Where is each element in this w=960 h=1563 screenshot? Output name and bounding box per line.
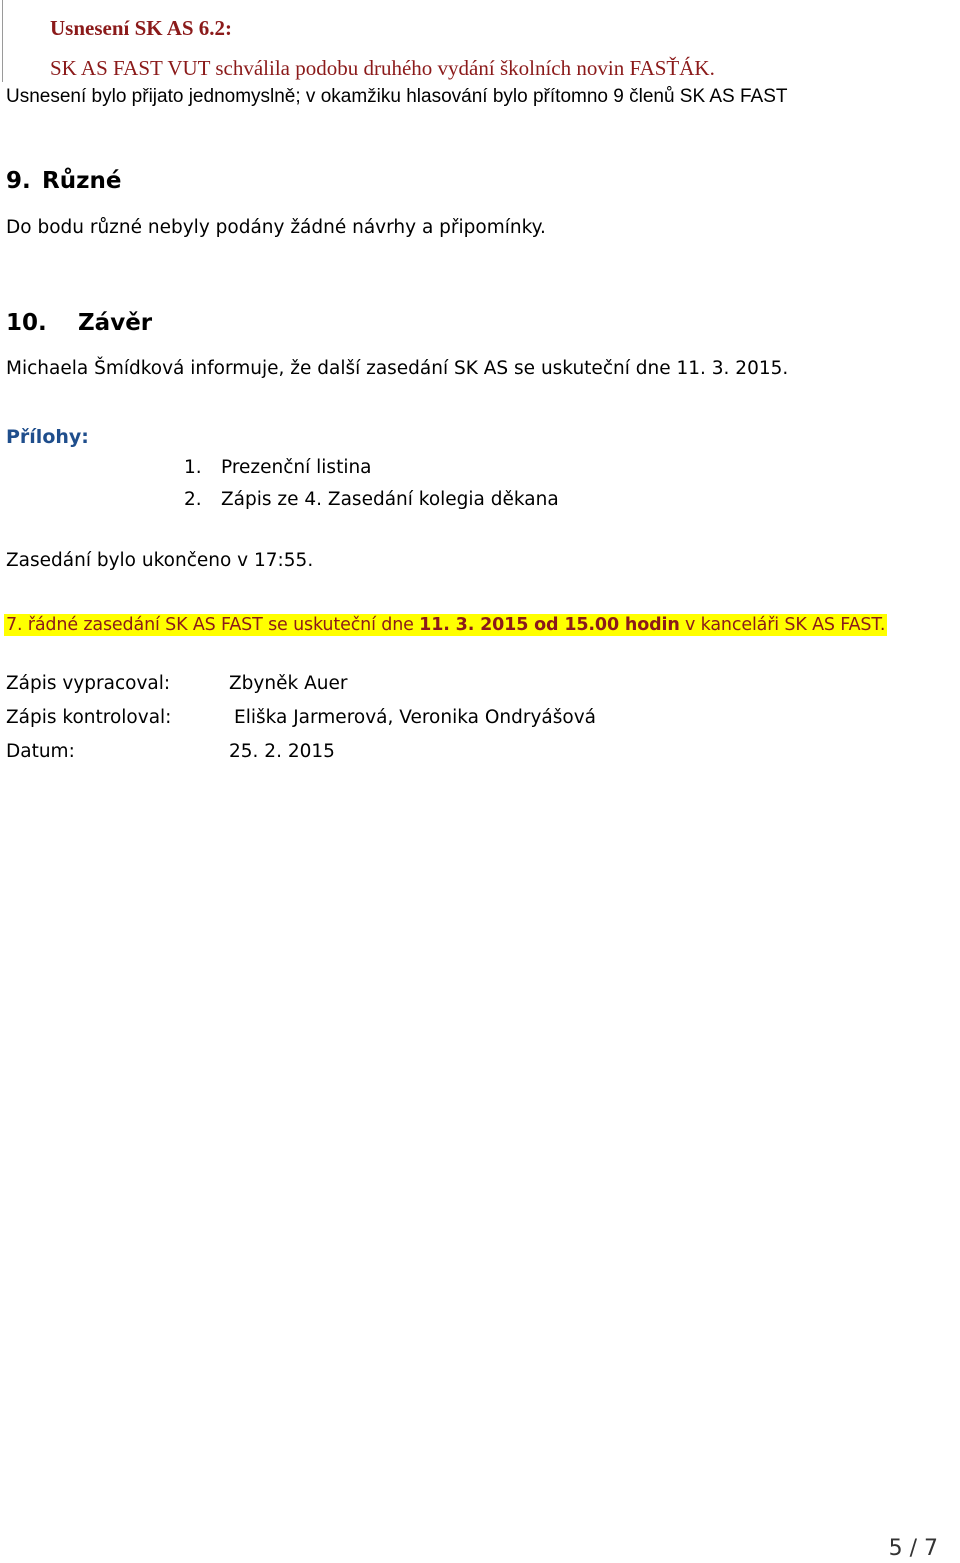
attachment-1-number: 1. [184,457,202,478]
section-10-number: 10. [6,310,47,336]
attachments-label: Přílohy: [6,426,89,448]
page-number: 5 / 7 [888,1536,938,1561]
next-meeting-text: 7. řádné zasedání SK AS FAST se uskuteční dne [6,615,420,635]
attachment-2-number: 2. [184,489,202,510]
attachment-1-text: Prezenční listina [221,457,372,478]
resolution-title: Usnesení SK AS 6.2: [50,16,233,40]
checked-by-value: Eliška Jarmerová, Veronika Ondryášová [234,707,597,728]
date-label: Datum: [6,741,75,762]
resolution-text: SK AS FAST VUT schválila podobu druhého vydání školních novin FASŤÁK. [50,56,715,80]
margin-bar [2,0,3,82]
closing-text: Zasedání bylo ukončeno v 17:55. [6,550,314,571]
section-9-text: Do bodu různé nebyly podány žádné návrhy a připomínky. [6,217,546,238]
date-value: 25. 2. 2015 [229,741,335,762]
section-10-text: Michaela Šmídková informuje, že další zasedání SK AS se uskuteční dne 11. 3. 2015. [6,358,789,379]
section-9-number: 9. [6,168,31,194]
resolution-note: Usnesení bylo přijato jednomyslně; v okamžiku hlasování bylo přítomno 9 členů SK AS FAST [6,86,788,107]
next-meeting-place: v kanceláři SK AS FAST. [679,615,886,635]
prepared-by-value: Zbyněk Auer [229,673,348,694]
attachment-2-text: Zápis ze 4. Zasedání kolegia děkana [221,489,559,510]
next-meeting-date: 11. 3. 2015 od 15.00 hodin [419,615,680,635]
prepared-by-label: Zápis vypracoval: [6,673,171,694]
section-10-title: Závěr [78,310,153,336]
checked-by-label: Zápis kontroloval: [6,707,172,728]
next-meeting-notice [4,614,887,636]
section-9-title: Různé [42,168,122,194]
